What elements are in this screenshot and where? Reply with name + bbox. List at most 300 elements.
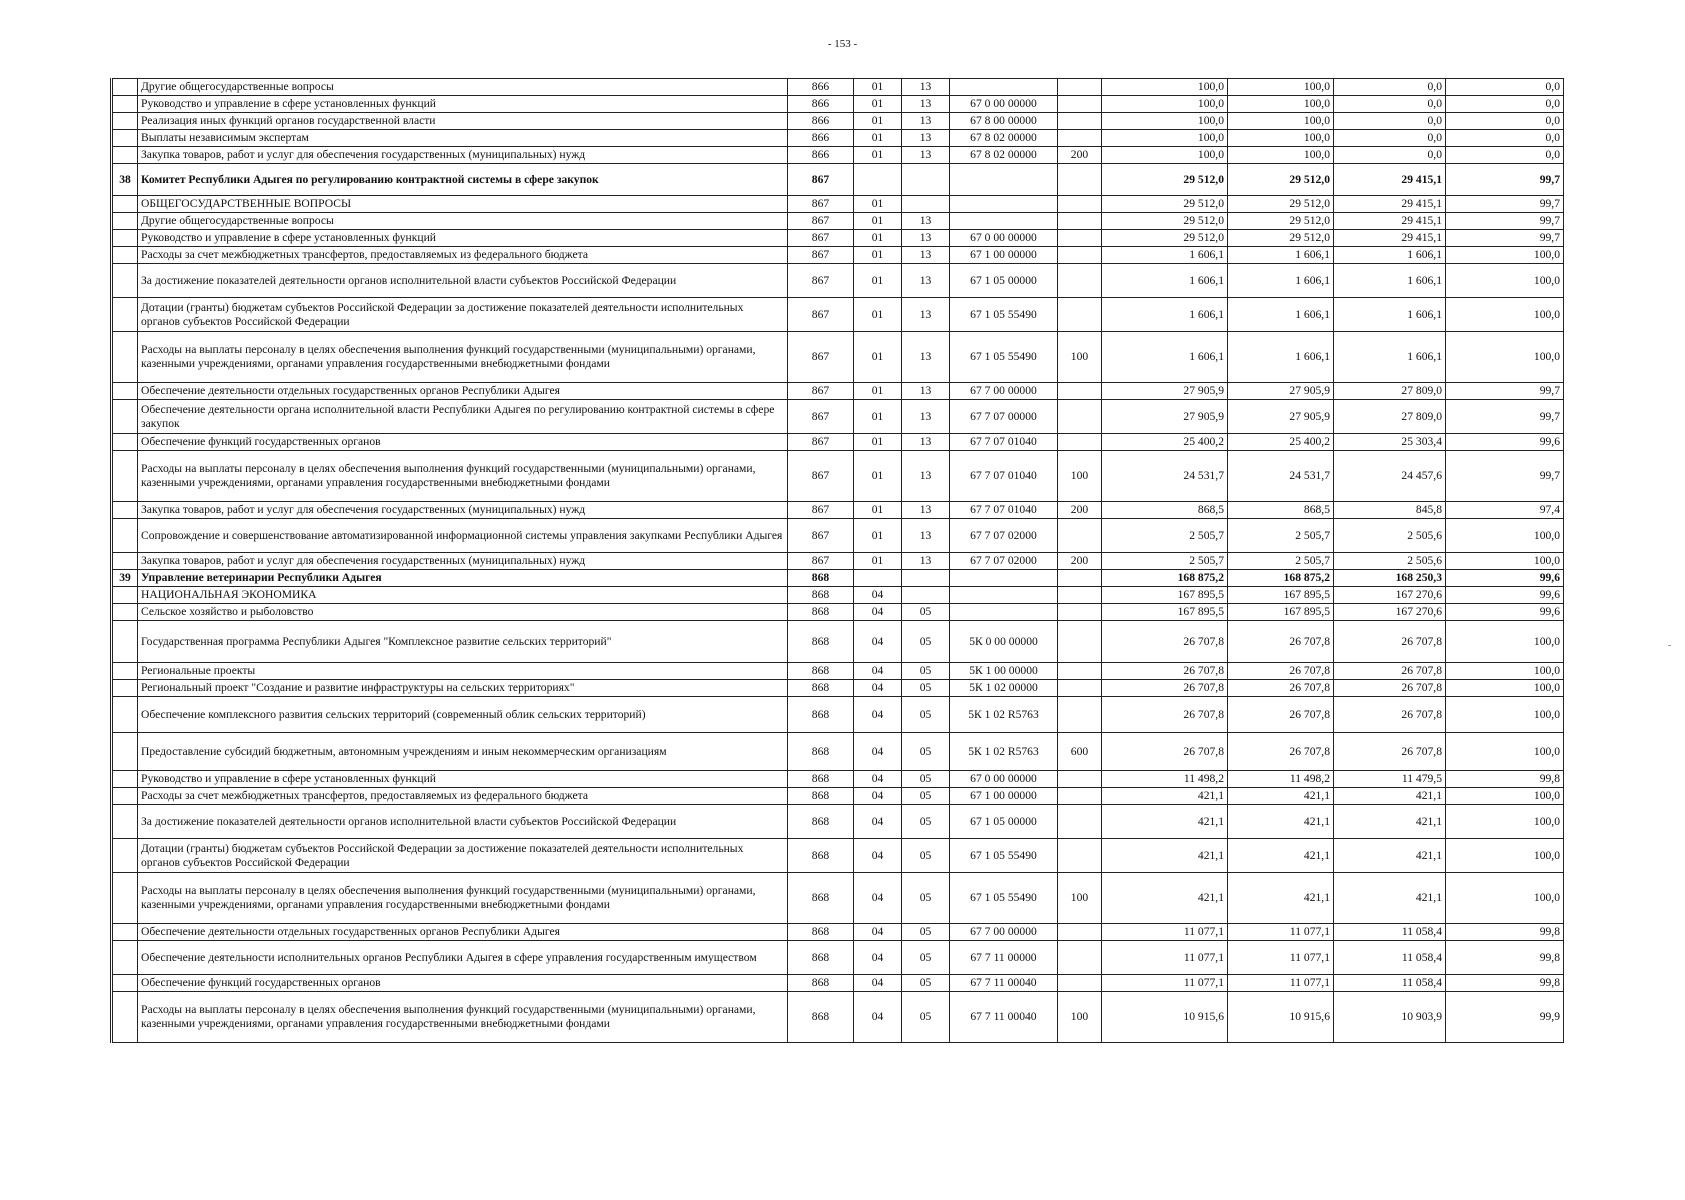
row-name: Руководство и управление в сфере установленных функций xyxy=(138,771,788,788)
expense-type-code xyxy=(1058,400,1102,434)
row-name: Региональные проекты xyxy=(138,663,788,680)
approved-amount: 100,0 xyxy=(1102,79,1228,96)
subsection-code: 13 xyxy=(902,383,950,400)
section-code: 01 xyxy=(854,434,902,451)
expense-type-code xyxy=(1058,196,1102,213)
table-row xyxy=(112,788,1564,805)
target-article-code: 67 8 02 00000 xyxy=(950,147,1058,164)
subsection-code: 13 xyxy=(902,213,950,230)
refined-amount: 10 915,6 xyxy=(1228,992,1334,1043)
table-row xyxy=(112,697,1564,733)
target-article-code: 67 1 05 55490 xyxy=(950,298,1058,332)
table-row xyxy=(112,247,1564,264)
table-row xyxy=(112,519,1564,553)
approved-amount: 100,0 xyxy=(1102,130,1228,147)
approved-amount: 26 707,8 xyxy=(1102,663,1228,680)
section-code: 01 xyxy=(854,451,902,502)
execution-percent: 99,9 xyxy=(1446,992,1564,1043)
admin-code: 868 xyxy=(788,839,854,873)
execution-percent: 0,0 xyxy=(1446,96,1564,113)
refined-amount: 100,0 xyxy=(1228,96,1334,113)
execution-percent: 99,7 xyxy=(1446,230,1564,247)
subsection-code: 05 xyxy=(902,941,950,975)
row-number xyxy=(112,96,138,113)
admin-code: 868 xyxy=(788,788,854,805)
executed-amount: 26 707,8 xyxy=(1334,733,1446,771)
target-article-code: 5К 1 00 00000 xyxy=(950,663,1058,680)
table-row xyxy=(112,264,1564,298)
subsection-code: 13 xyxy=(902,502,950,519)
executed-amount: 421,1 xyxy=(1334,839,1446,873)
executed-amount: 27 809,0 xyxy=(1334,400,1446,434)
page-number: - 153 - xyxy=(827,38,858,50)
row-name: Руководство и управление в сфере установленных функций xyxy=(138,230,788,247)
row-name: Выплаты независимым экспертам xyxy=(138,130,788,147)
target-article-code: 67 7 00 00000 xyxy=(950,924,1058,941)
refined-amount: 26 707,8 xyxy=(1228,621,1334,663)
subsection-code: 05 xyxy=(902,975,950,992)
approved-amount: 27 905,9 xyxy=(1102,383,1228,400)
row-number xyxy=(112,434,138,451)
expense-type-code: 100 xyxy=(1058,332,1102,383)
row-number xyxy=(112,196,138,213)
row-number xyxy=(112,298,138,332)
approved-amount: 29 512,0 xyxy=(1102,164,1228,196)
row-name: Обеспечение комплексного развития сельских территорий (современный облик сельских территорий) xyxy=(138,697,788,733)
refined-amount: 868,5 xyxy=(1228,502,1334,519)
target-article-code: 5К 1 02 R5763 xyxy=(950,697,1058,733)
execution-percent: 99,6 xyxy=(1446,570,1564,587)
subsection-code xyxy=(902,587,950,604)
executed-amount: 29 415,1 xyxy=(1334,164,1446,196)
executed-amount: 1 606,1 xyxy=(1334,247,1446,264)
refined-amount: 26 707,8 xyxy=(1228,697,1334,733)
row-number xyxy=(112,247,138,264)
approved-amount: 1 606,1 xyxy=(1102,298,1228,332)
target-article-code: 67 1 05 00000 xyxy=(950,805,1058,839)
executed-amount: 29 415,1 xyxy=(1334,213,1446,230)
execution-percent: 100,0 xyxy=(1446,697,1564,733)
refined-amount: 26 707,8 xyxy=(1228,663,1334,680)
row-number xyxy=(112,839,138,873)
approved-amount: 421,1 xyxy=(1102,788,1228,805)
row-number xyxy=(112,788,138,805)
section-code: 01 xyxy=(854,96,902,113)
approved-amount: 26 707,8 xyxy=(1102,697,1228,733)
executed-amount: 0,0 xyxy=(1334,96,1446,113)
subsection-code: 13 xyxy=(902,96,950,113)
table-row xyxy=(112,805,1564,839)
expense-type-code xyxy=(1058,230,1102,247)
expense-type-code xyxy=(1058,663,1102,680)
target-article-code: 67 1 05 00000 xyxy=(950,264,1058,298)
row-name: Предоставление субсидий бюджетным, автономным учреждениям и иным некоммерческим организациям xyxy=(138,733,788,771)
expense-type-code xyxy=(1058,79,1102,96)
target-article-code: 67 8 02 00000 xyxy=(950,130,1058,147)
admin-code: 867 xyxy=(788,519,854,553)
refined-amount: 421,1 xyxy=(1228,805,1334,839)
expense-type-code xyxy=(1058,130,1102,147)
admin-code: 867 xyxy=(788,332,854,383)
approved-amount: 11 498,2 xyxy=(1102,771,1228,788)
row-number xyxy=(112,130,138,147)
expense-type-code xyxy=(1058,805,1102,839)
table-row xyxy=(112,992,1564,1043)
expense-type-code xyxy=(1058,264,1102,298)
row-name: Расходы на выплаты персоналу в целях обеспечения выполнения функций государственными (муниципальными) органами, казенными учреждениями, органами управления государственными внебюджетными фондами xyxy=(138,992,788,1043)
expense-type-code xyxy=(1058,771,1102,788)
execution-percent: 99,7 xyxy=(1446,451,1564,502)
row-number xyxy=(112,502,138,519)
executed-amount: 845,8 xyxy=(1334,502,1446,519)
target-article-code: 67 0 00 00000 xyxy=(950,771,1058,788)
row-name: Обеспечение функций государственных органов xyxy=(138,975,788,992)
section-code: 04 xyxy=(854,788,902,805)
approved-amount: 11 077,1 xyxy=(1102,924,1228,941)
table-row xyxy=(112,604,1564,621)
row-name: Закупка товаров, работ и услуг для обеспечения государственных (муниципальных) нужд xyxy=(138,147,788,164)
section-code: 04 xyxy=(854,697,902,733)
execution-percent: 100,0 xyxy=(1446,805,1564,839)
row-number: 39 xyxy=(112,570,138,587)
target-article-code xyxy=(950,79,1058,96)
admin-code: 868 xyxy=(788,621,854,663)
execution-percent: 99,6 xyxy=(1446,587,1564,604)
target-article-code: 67 7 11 00040 xyxy=(950,992,1058,1043)
subsection-code: 13 xyxy=(902,247,950,264)
approved-amount: 29 512,0 xyxy=(1102,196,1228,213)
row-name: Расходы за счет межбюджетных трансфертов, предоставляемых из федерального бюджета xyxy=(138,788,788,805)
row-number xyxy=(112,975,138,992)
row-number xyxy=(112,230,138,247)
section-code: 01 xyxy=(854,332,902,383)
subsection-code: 13 xyxy=(902,230,950,247)
executed-amount: 11 058,4 xyxy=(1334,924,1446,941)
approved-amount: 167 895,5 xyxy=(1102,587,1228,604)
approved-amount: 2 505,7 xyxy=(1102,553,1228,570)
execution-percent: 100,0 xyxy=(1446,621,1564,663)
executed-amount: 26 707,8 xyxy=(1334,680,1446,697)
expense-type-code: 200 xyxy=(1058,147,1102,164)
approved-amount: 11 077,1 xyxy=(1102,975,1228,992)
refined-amount: 27 905,9 xyxy=(1228,400,1334,434)
admin-code: 867 xyxy=(788,502,854,519)
subsection-code: 13 xyxy=(902,451,950,502)
table-row xyxy=(112,570,1564,587)
execution-percent: 99,6 xyxy=(1446,604,1564,621)
subsection-code: 05 xyxy=(902,621,950,663)
row-number xyxy=(112,604,138,621)
target-article-code: 67 7 11 00040 xyxy=(950,975,1058,992)
row-number xyxy=(112,587,138,604)
expense-type-code: 100 xyxy=(1058,451,1102,502)
refined-amount: 11 498,2 xyxy=(1228,771,1334,788)
target-article-code: 5К 1 02 R5763 xyxy=(950,733,1058,771)
admin-code: 868 xyxy=(788,975,854,992)
expense-type-code xyxy=(1058,680,1102,697)
execution-percent: 0,0 xyxy=(1446,79,1564,96)
section-code: 01 xyxy=(854,213,902,230)
row-number xyxy=(112,805,138,839)
admin-code: 868 xyxy=(788,680,854,697)
expense-type-code xyxy=(1058,570,1102,587)
expense-type-code xyxy=(1058,924,1102,941)
target-article-code: 5К 0 00 00000 xyxy=(950,621,1058,663)
row-name: Государственная программа Республики Адыгея "Комплексное развитие сельских территорий" xyxy=(138,621,788,663)
table-row xyxy=(112,924,1564,941)
target-article-code: 67 7 07 02000 xyxy=(950,519,1058,553)
admin-code: 866 xyxy=(788,79,854,96)
approved-amount: 11 077,1 xyxy=(1102,941,1228,975)
admin-code: 868 xyxy=(788,604,854,621)
refined-amount: 421,1 xyxy=(1228,873,1334,924)
table-row xyxy=(112,975,1564,992)
executed-amount: 1 606,1 xyxy=(1334,264,1446,298)
row-number xyxy=(112,680,138,697)
section-code: 04 xyxy=(854,839,902,873)
table-row xyxy=(112,733,1564,771)
execution-percent: 100,0 xyxy=(1446,733,1564,771)
section-code: 01 xyxy=(854,230,902,247)
expense-type-code xyxy=(1058,587,1102,604)
subsection-code xyxy=(902,164,950,196)
approved-amount: 26 707,8 xyxy=(1102,621,1228,663)
executed-amount: 11 479,5 xyxy=(1334,771,1446,788)
admin-code: 866 xyxy=(788,147,854,164)
approved-amount: 26 707,8 xyxy=(1102,680,1228,697)
executed-amount: 1 606,1 xyxy=(1334,298,1446,332)
row-name: Расходы за счет межбюджетных трансфертов, предоставляемых из федерального бюджета xyxy=(138,247,788,264)
subsection-code: 05 xyxy=(902,992,950,1043)
subsection-code: 13 xyxy=(902,147,950,164)
executed-amount: 0,0 xyxy=(1334,147,1446,164)
target-article-code: 67 7 07 01040 xyxy=(950,451,1058,502)
expense-type-code xyxy=(1058,839,1102,873)
admin-code: 868 xyxy=(788,992,854,1043)
admin-code: 868 xyxy=(788,771,854,788)
target-article-code: 67 7 07 01040 xyxy=(950,502,1058,519)
table-row xyxy=(112,96,1564,113)
row-number xyxy=(112,873,138,924)
executed-amount: 0,0 xyxy=(1334,79,1446,96)
execution-percent: 99,7 xyxy=(1446,213,1564,230)
section-code: 01 xyxy=(854,519,902,553)
refined-amount: 26 707,8 xyxy=(1228,680,1334,697)
subsection-code: 05 xyxy=(902,771,950,788)
expense-type-code: 200 xyxy=(1058,502,1102,519)
section-code: 04 xyxy=(854,924,902,941)
expense-type-code xyxy=(1058,434,1102,451)
table-row xyxy=(112,502,1564,519)
row-number xyxy=(112,451,138,502)
section-code: 01 xyxy=(854,298,902,332)
target-article-code xyxy=(950,604,1058,621)
execution-percent: 99,7 xyxy=(1446,400,1564,434)
expense-type-code xyxy=(1058,96,1102,113)
row-name: Обеспечение функций государственных органов xyxy=(138,434,788,451)
table-row xyxy=(112,941,1564,975)
approved-amount: 421,1 xyxy=(1102,805,1228,839)
target-article-code: 67 7 07 01040 xyxy=(950,434,1058,451)
refined-amount: 1 606,1 xyxy=(1228,298,1334,332)
approved-amount: 24 531,7 xyxy=(1102,451,1228,502)
executed-amount: 26 707,8 xyxy=(1334,697,1446,733)
approved-amount: 100,0 xyxy=(1102,96,1228,113)
row-number xyxy=(112,79,138,96)
approved-amount: 29 512,0 xyxy=(1102,213,1228,230)
approved-amount: 10 915,6 xyxy=(1102,992,1228,1043)
scan-artifact xyxy=(1668,645,1671,646)
admin-code: 866 xyxy=(788,130,854,147)
execution-percent: 99,8 xyxy=(1446,924,1564,941)
row-number xyxy=(112,553,138,570)
section-code: 01 xyxy=(854,79,902,96)
admin-code: 868 xyxy=(788,873,854,924)
target-article-code: 67 0 00 00000 xyxy=(950,230,1058,247)
row-name: Расходы на выплаты персоналу в целях обеспечения выполнения функций государственными (муниципальными) органами, казенными учреждениями, органами управления государственными внебюджетными фондами xyxy=(138,451,788,502)
subsection-code: 05 xyxy=(902,680,950,697)
section-code: 04 xyxy=(854,873,902,924)
row-name: Сельское хозяйство и рыболовство xyxy=(138,604,788,621)
section-code: 01 xyxy=(854,502,902,519)
target-article-code: 67 7 07 02000 xyxy=(950,553,1058,570)
admin-code: 867 xyxy=(788,196,854,213)
execution-percent: 99,7 xyxy=(1446,196,1564,213)
execution-percent: 99,7 xyxy=(1446,164,1564,196)
row-number xyxy=(112,213,138,230)
admin-code: 867 xyxy=(788,247,854,264)
subsection-code: 05 xyxy=(902,663,950,680)
expense-type-code xyxy=(1058,604,1102,621)
row-number xyxy=(112,400,138,434)
execution-percent: 99,8 xyxy=(1446,975,1564,992)
section-code: 01 xyxy=(854,130,902,147)
target-article-code: 67 1 05 55490 xyxy=(950,873,1058,924)
section-code: 01 xyxy=(854,553,902,570)
refined-amount: 11 077,1 xyxy=(1228,975,1334,992)
section-code: 04 xyxy=(854,587,902,604)
target-article-code: 67 0 00 00000 xyxy=(950,96,1058,113)
row-name: НАЦИОНАЛЬНАЯ ЭКОНОМИКА xyxy=(138,587,788,604)
refined-amount: 26 707,8 xyxy=(1228,733,1334,771)
table-row xyxy=(112,400,1564,434)
table-row xyxy=(112,663,1564,680)
table-row xyxy=(112,621,1564,663)
expense-type-code xyxy=(1058,213,1102,230)
table-row xyxy=(112,434,1564,451)
subsection-code: 13 xyxy=(902,130,950,147)
execution-percent: 100,0 xyxy=(1446,873,1564,924)
approved-amount: 25 400,2 xyxy=(1102,434,1228,451)
executed-amount: 168 250,3 xyxy=(1334,570,1446,587)
section-code: 04 xyxy=(854,771,902,788)
admin-code: 868 xyxy=(788,697,854,733)
target-article-code: 67 7 07 00000 xyxy=(950,400,1058,434)
admin-code: 867 xyxy=(788,298,854,332)
section-code: 04 xyxy=(854,805,902,839)
table-row xyxy=(112,771,1564,788)
subsection-code: 05 xyxy=(902,604,950,621)
target-article-code xyxy=(950,587,1058,604)
execution-percent: 100,0 xyxy=(1446,663,1564,680)
row-name: Обеспечение деятельности отдельных государственных органов Республики Адыгея xyxy=(138,924,788,941)
execution-percent: 100,0 xyxy=(1446,839,1564,873)
expense-type-code xyxy=(1058,383,1102,400)
table-row xyxy=(112,587,1564,604)
section-code: 01 xyxy=(854,264,902,298)
refined-amount: 100,0 xyxy=(1228,130,1334,147)
subsection-code: 13 xyxy=(902,332,950,383)
executed-amount: 2 505,6 xyxy=(1334,519,1446,553)
target-article-code: 67 7 00 00000 xyxy=(950,383,1058,400)
row-name: За достижение показателей деятельности органов исполнительной власти субъектов Российской Федерации xyxy=(138,264,788,298)
executed-amount: 167 270,6 xyxy=(1334,587,1446,604)
section-code: 04 xyxy=(854,733,902,771)
approved-amount: 26 707,8 xyxy=(1102,733,1228,771)
section-code: 01 xyxy=(854,113,902,130)
admin-code: 868 xyxy=(788,924,854,941)
row-number xyxy=(112,771,138,788)
row-number xyxy=(112,663,138,680)
target-article-code xyxy=(950,570,1058,587)
row-name: Закупка товаров, работ и услуг для обеспечения государственных (муниципальных) нужд xyxy=(138,553,788,570)
row-name: Реализация иных функций органов государственной власти xyxy=(138,113,788,130)
refined-amount: 25 400,2 xyxy=(1228,434,1334,451)
refined-amount: 1 606,1 xyxy=(1228,332,1334,383)
execution-percent: 100,0 xyxy=(1446,247,1564,264)
executed-amount: 167 270,6 xyxy=(1334,604,1446,621)
row-number xyxy=(112,113,138,130)
subsection-code: 05 xyxy=(902,839,950,873)
row-number xyxy=(112,332,138,383)
expense-type-code xyxy=(1058,975,1102,992)
admin-code: 867 xyxy=(788,451,854,502)
executed-amount: 26 707,8 xyxy=(1334,663,1446,680)
execution-percent: 100,0 xyxy=(1446,519,1564,553)
row-number xyxy=(112,733,138,771)
approved-amount: 29 512,0 xyxy=(1102,230,1228,247)
executed-amount: 25 303,4 xyxy=(1334,434,1446,451)
approved-amount: 167 895,5 xyxy=(1102,604,1228,621)
row-name: Руководство и управление в сфере установленных функций xyxy=(138,96,788,113)
execution-percent: 99,8 xyxy=(1446,941,1564,975)
executed-amount: 1 606,1 xyxy=(1334,332,1446,383)
executed-amount: 26 707,8 xyxy=(1334,621,1446,663)
row-name: Дотации (гранты) бюджетам субъектов Российской Федерации за достижение показателей деятельности исполнительных органов субъектов Российской Федерации xyxy=(138,839,788,873)
row-name: За достижение показателей деятельности органов исполнительной власти субъектов Российской Федерации xyxy=(138,805,788,839)
subsection-code: 05 xyxy=(902,873,950,924)
table-row xyxy=(112,680,1564,697)
approved-amount: 1 606,1 xyxy=(1102,264,1228,298)
executed-amount: 421,1 xyxy=(1334,873,1446,924)
expense-type-code xyxy=(1058,298,1102,332)
subsection-code: 13 xyxy=(902,553,950,570)
row-number: 38 xyxy=(112,164,138,196)
row-number xyxy=(112,924,138,941)
execution-percent: 99,7 xyxy=(1446,383,1564,400)
subsection-code: 05 xyxy=(902,697,950,733)
row-number xyxy=(112,264,138,298)
target-article-code: 67 1 05 55490 xyxy=(950,839,1058,873)
approved-amount: 100,0 xyxy=(1102,147,1228,164)
executed-amount: 2 505,6 xyxy=(1334,553,1446,570)
row-name: Управление ветеринарии Республики Адыгея xyxy=(138,570,788,587)
section-code: 04 xyxy=(854,663,902,680)
expense-type-code xyxy=(1058,164,1102,196)
execution-percent: 0,0 xyxy=(1446,113,1564,130)
refined-amount: 421,1 xyxy=(1228,788,1334,805)
section-code: 01 xyxy=(854,383,902,400)
